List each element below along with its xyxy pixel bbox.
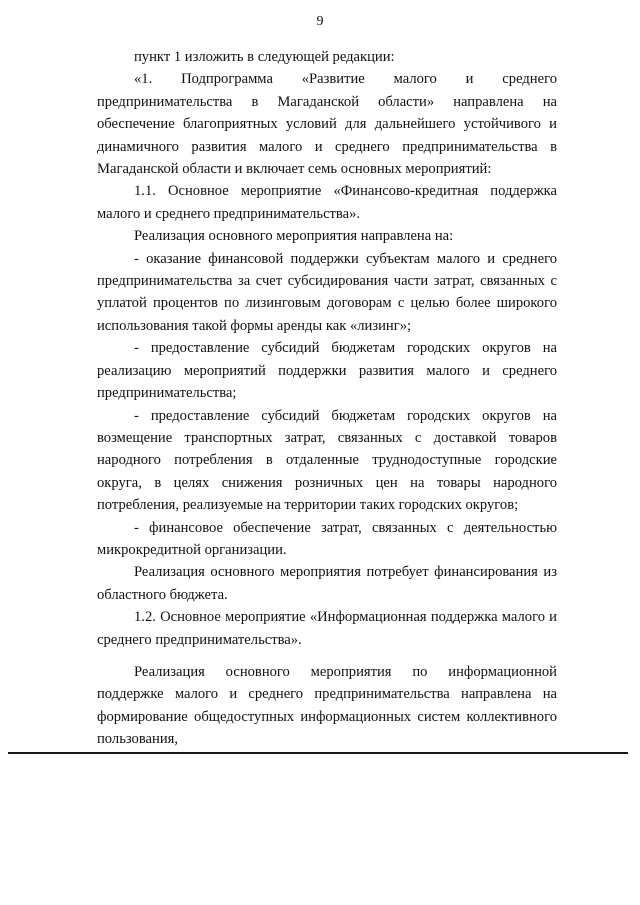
paragraph-measure-1-2-heading: 1.2. Основное мероприятие «Информационная поддержка малого и среднего предпринимательства». [97,609,557,648]
paragraph-amendment-intro: пункт 1 изложить в следующей редакции: [134,49,395,65]
list-item-subsidies-development: - предоставление субсидий бюджетам городских округов на реализацию мероприятий поддержки развития малого и среднего предпринимательства; [97,340,557,402]
list-item-leasing-support: - оказание финансовой поддержки субъектам малого и среднего предпринимательства за счет субсидирования части затрат, связанных с уплатой процентов по лизинговым договорам с целью более широкого использования такой формы аренды как «лизинг»; [97,250,557,334]
paragraph-subprogram-description: «1. Подпрограмма «Развитие малого и среднего предпринимательства в Магаданской области» направлена на обеспечение благоприятных условий для дальнейшего устойчивого и динамичного развития малого и среднего предпринимательства в Магаданской области и включает семь основных мероприятий: [97,71,557,178]
paragraph-measure-1-1-funding: Реализация основного мероприятия потребует финансирования из областного бюджета. [97,564,557,603]
paragraph-measure-1-1-heading: 1.1. Основное мероприятие «Финансово-кредитная поддержка малого и среднего предпринимательства». [97,183,557,222]
bottom-divider-line [8,752,628,754]
list-item-microcredit: - финансовое обеспечение затрат, связанных с деятельностью микрокредитной организации. [97,519,557,558]
paragraph-measure-1-2-aim: Реализация основного мероприятия по информационной поддержке малого и среднего предпринимательства направлена на формирование общедоступных информационных систем коллективного пользования, [97,663,557,748]
paragraph-measure-1-1-aim: Реализация основного мероприятия направлена на: [134,228,454,245]
page-number: 9 [316,14,324,29]
document-body [97,46,557,751]
list-item-subsidies-transport: - предоставление субсидий бюджетам городских округов на возмещение транспортных затрат, связанных с доставкой товаров народного потребления в отдаленные труднодоступные городские округа, в целях снижения розничных цен на товары народного потребления, реализуемые на территории таких городских округов; [97,407,557,514]
